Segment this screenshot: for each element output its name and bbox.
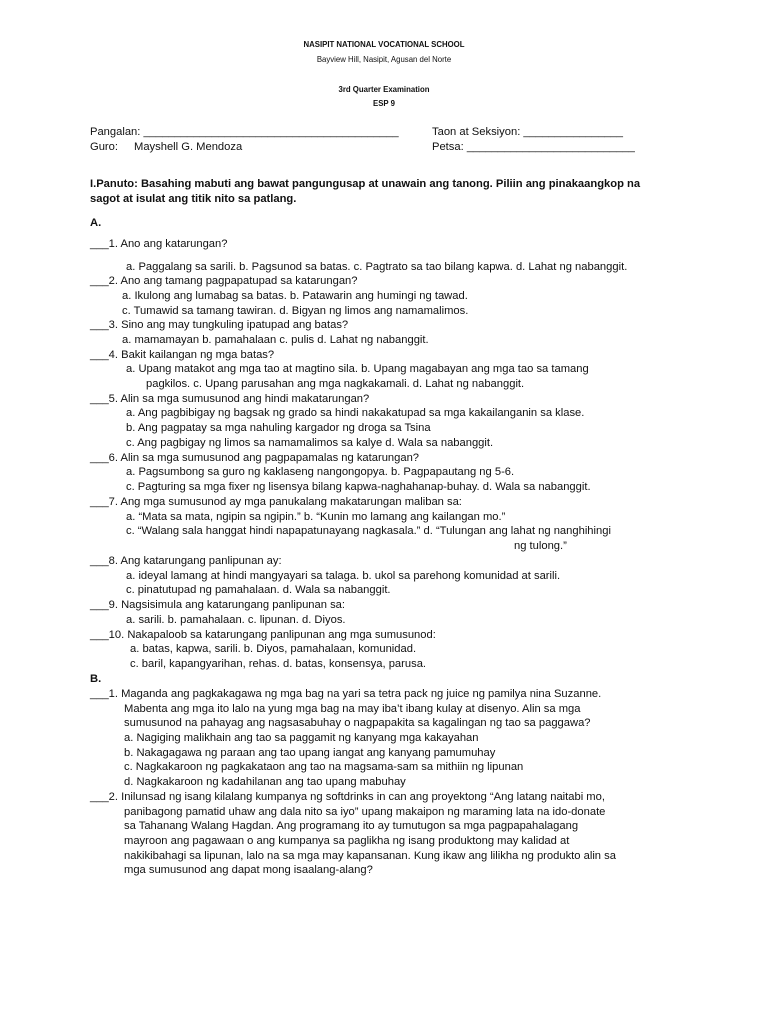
choice-line: a. mamamayan b. pamahalaan c. pulis d. Lahat ng nabanggit. [122,334,429,346]
choice-line: c. pinatutupad ng pamahalaan. d. Wala sa nabanggit. [126,584,391,596]
choice-line: a. ideyal lamang at hindi mangyayari sa talaga. b. ukol sa parehong komunidad at sarili. [126,570,561,582]
section-field: Taon at Seksiyon: ________________ [432,126,623,138]
date-field: Petsa: ___________________________ [432,141,635,153]
school-name: NASIPIT NATIONAL VOCATIONAL SCHOOL [303,40,465,49]
question-b1: ___1. Maganda ang pagkakagawa ng mga bag na yari sa tetra pack ng juice ng pamilya nina Suzanne. [90,688,602,700]
choice-line: b. Ang pagpatay sa mga nahuling kargador ng droga sa Tsina [126,422,431,434]
choice-line: c. Nagkakaroon ng pagkakataon ang tao na magsama-sam sa mithiin ng lipunan [124,761,524,773]
choice-line: c. “Walang sala hanggat hindi napapatunayang nagkasala.” d. “Tulungan ang lahat ng nanghihingi [126,525,611,537]
choice-line: ng tulong.” [514,540,567,552]
question-b2-text: nakikibahagi sa lipunan, lalo na sa mga may kapansanan. Kung ikaw ang lilikha ng produkto alin sa [124,850,616,862]
choice-line: a. Nagiging malikhain ang tao sa paggamit ng kanyang mga kakayahan [124,732,479,744]
choice-line: pagkilos. c. Upang parusahan ang mga nagkakamali. d. Lahat ng nabanggit. [146,378,525,390]
school-address: Bayview Hill, Nasipit, Agusan del Norte [316,55,452,64]
choice-line: a. “Mata sa mata, ngipin sa ngipin.” b. “Kunin mo lamang ang kailangan mo.” [126,511,506,523]
question-a5: ___5. Alin sa mga sumusunod ang hindi makatarungan? [90,393,370,405]
teacher-label: Guro: [90,141,118,153]
question-b1-text: sumusunod na pahayag ang nagsasabuhay o nagpapakita sa kagalingan ng tao sa paggawa? [124,717,591,729]
question-a6: ___6. Alin sa mga sumusunod ang pagpapamalas ng katarungan? [90,452,420,464]
question-a1: ___1. Ano ang katarungan? [90,238,228,250]
choice-line: c. Pagturing sa mga fixer ng lisensya bilang kapwa-naghahanap-buhay. d. Wala sa nabanggit. [126,481,591,493]
choice-line: a. sarili. b. pamahalaan. c. lipunan. d. Diyos. [126,614,346,626]
choice-line: c. Tumawid sa tamang tawiran. d. Bigyan ng limos ang namamalimos. [122,305,469,317]
question-a8: ___8. Ang katarungang panlipunan ay: [90,555,282,567]
name-field: Pangalan: _________________________________________ [90,126,399,138]
question-b2-text: sa Tahanang Walang Hagdan. Ang programang ito ay tumutugon sa mga pagpapahalagang [124,820,579,832]
choice-line: a. Ang pagbibigay ng bagsak ng grado sa hindi nakakatupad sa mga kakailanganin sa klase. [126,407,585,419]
instructions-line-2: sagot at isulat ang titik nito sa patlang. [90,193,297,205]
question-a3: ___3. Sino ang may tungkuling ipatupad ang batas? [90,319,349,331]
choice-line: a. Pagsumbong sa guro ng kaklaseng nangongopya. b. Pagpapautang ng 5-6. [126,466,515,478]
question-a10: ___10. Nakapaloob sa katarungang panlipunan ang mga sumusunod: [90,629,436,641]
choice-line: c. Ang pagbigay ng limos sa namamalimos sa kalye d. Wala sa nabanggit. [126,437,494,449]
question-b2-text: panibagong pamatid uhaw ang dala nito sa iyo” upang makaipon ng maraming lata na ido-donate [124,806,606,818]
question-b1-text: Mabenta ang mga ito lalo na yung mga bag na may iba’t ibang kulay at disenyo. Alin sa mga [124,703,581,715]
question-b2-text: mayroon ang pagawaan o ang kumpanya sa paglikha ng isang produktong may kalidad at [124,835,570,847]
choice-line: a. Upang matakot ang mga tao at magtino sila. b. Upang magabayan ang mga tao sa tamang [126,363,589,375]
choice-line: a. batas, kapwa, sarili. b. Diyos, pamahalaan, komunidad. [130,643,417,655]
question-a2: ___2. Ano ang tamang pagpapatupad sa katarungan? [90,275,358,287]
teacher-name: Mayshell G. Mendoza [134,141,243,153]
question-a9: ___9. Nagsisimula ang katarungang panlipunan sa: [90,599,346,611]
exam-title: 3rd Quarter Examination [338,85,430,94]
choice-line: a. Paggalang sa sarili. b. Pagsunod sa batas. c. Pagtrato sa tao bilang kapwa. d. Lahat ng nabanggit. [126,261,628,273]
question-a7: ___7. Ang mga sumusunod ay mga panukalang makatarungan maliban sa: [90,496,462,508]
choice-line: b. Nakagagawa ng paraan ang tao upang iangat ang kanyang pamumuhay [124,747,496,759]
question-a4: ___4. Bakit kailangan ng mga batas? [90,349,275,361]
choice-line: d. Nagkakaroon ng kadahilanan ang tao upang mabuhay [124,776,406,788]
section-a-label: A. [90,217,102,229]
instructions-line-1: I.Panuto: Basahing mabuti ang bawat pangungusap at unawain ang tanong. Piliin ang pinakaangkop na [90,178,641,190]
question-b2: ___2. Inilunsad ng isang kilalang kumpanya ng softdrinks in can ang proyektong “Ang latang naitabi mo, [90,791,605,803]
question-b2-text: mga sumusunod ang dapat mong isaalang-alang? [124,864,373,876]
section-b-label: B. [90,673,102,685]
subject: ESP 9 [373,99,395,108]
choice-line: a. Ikulong ang lumabag sa batas. b. Patawarin ang humingi ng tawad. [122,290,468,302]
choice-line: c. baril, kapangyarihan, rehas. d. batas, konsensya, parusa. [130,658,427,670]
